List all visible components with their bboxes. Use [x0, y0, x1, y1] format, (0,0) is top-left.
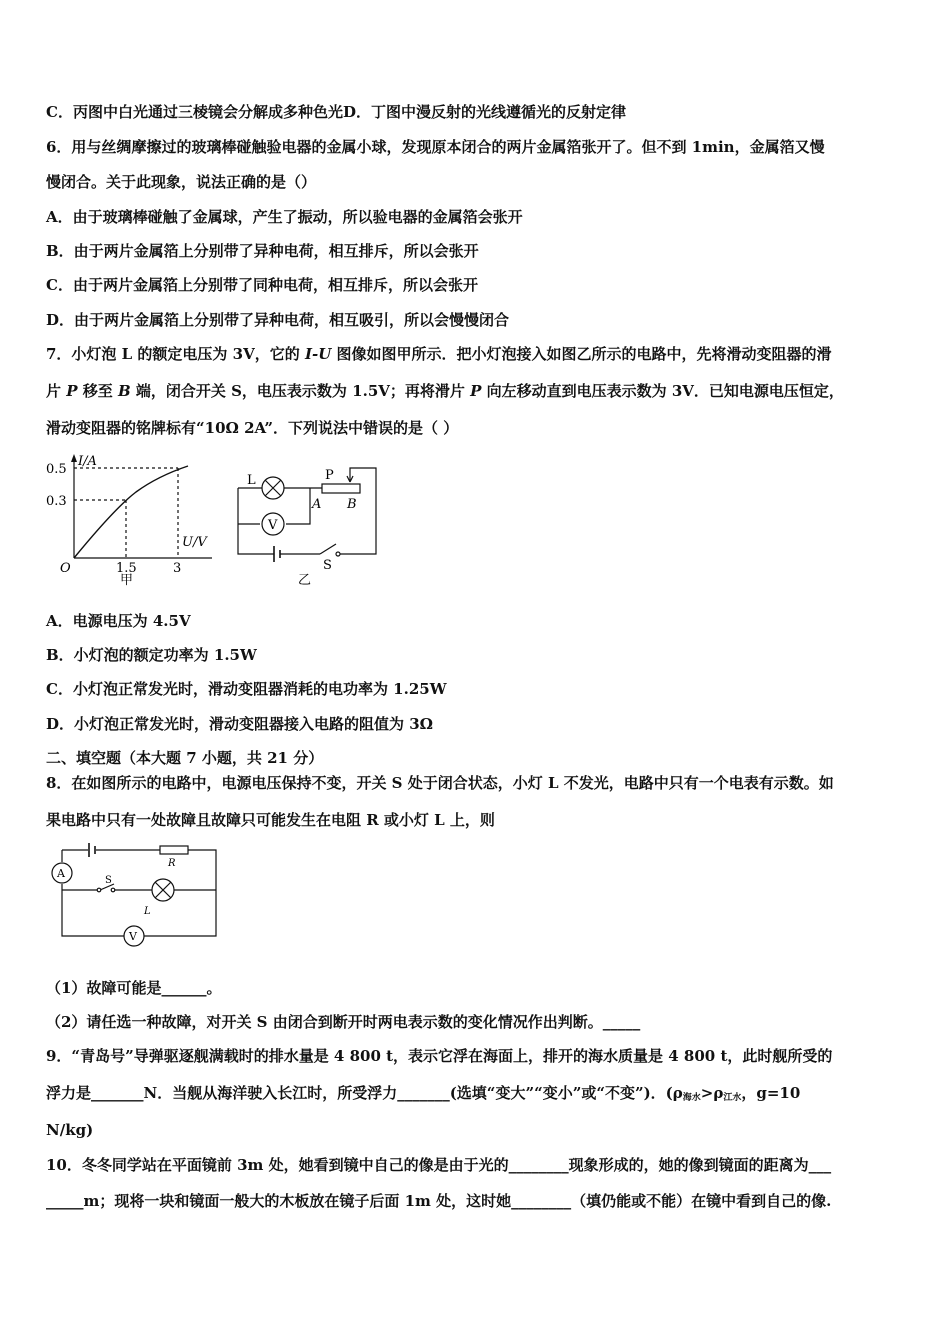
q7-option-d: D．小灯泡正常发光时，滑动变阻器接入电路的阻值为 3Ω — [46, 715, 434, 733]
end-b-label: B — [347, 497, 357, 512]
q7-stem-part: 7．小灯泡 L 的额定电压为 3V，它的 — [46, 345, 305, 363]
q9-part: 浮力是_______N．当舰从海洋驶入长江时，所受浮力_______(选填“变大”“变小”或“不变”)．(ρ — [46, 1084, 683, 1102]
q7-p-var: P — [66, 382, 78, 400]
q7-stem — [46, 344, 910, 364]
y-axis-label: I/A — [78, 454, 97, 469]
ammeter-label: A — [57, 867, 65, 880]
switch-label: S — [105, 875, 112, 886]
y-tick-label: 0.5 — [46, 462, 67, 477]
x-tick-label: 3 — [173, 561, 182, 576]
q7-part: 片 — [46, 382, 67, 400]
q7-option-a: A．电源电压为 4.5V — [46, 612, 191, 630]
q7-stem-part: 图像如图甲所示．把小灯泡接入如图乙所示的电路中，先将滑动变阻器的滑 — [331, 345, 832, 363]
x-axis-label: U/V — [182, 535, 207, 550]
iu-curve — [74, 466, 188, 558]
figure-caption: 乙 — [298, 573, 312, 588]
switch-icon — [320, 544, 336, 554]
q7-iu-label: I-U — [304, 345, 332, 363]
origin-label: O — [60, 561, 71, 576]
voltmeter-label: V — [268, 518, 278, 533]
resistor-icon — [160, 846, 188, 854]
battery-icon — [274, 546, 280, 562]
switch-label: S — [323, 558, 332, 573]
voltmeter-label: V — [129, 930, 137, 943]
q8-part2: （2）请任选一种故障，对开关 S 由闭合到断开时两电表示数的变化情况作出判断。_____ — [46, 1013, 641, 1031]
rheostat-icon — [322, 484, 360, 493]
figure-iu-graph — [40, 448, 215, 588]
q6-option-c: C．由于两片金属箔上分别带了同种电荷，相互排斥，所以会张开 — [46, 276, 478, 294]
lamp-cross — [265, 480, 281, 496]
q6-option-a: A．由于玻璃棒碰触了金属球，产生了振动，所以验电器的金属箔会张开 — [46, 208, 523, 226]
q9-part: ，g=10 — [741, 1084, 801, 1102]
q6-option-b: B．由于两片金属箔上分别带了异种电荷，相互排斥，所以会张开 — [46, 242, 479, 260]
section-heading: 二、填空题（本大题 7 小题，共 21 分） — [46, 749, 324, 767]
q6-stem: 6．用与丝绸摩擦过的玻璃棒碰触验电器的金属小球，发现原本闭合的两片金属箔张开了。但不到 1min，金属箔又慢 — [46, 138, 825, 156]
q9-stem-cont — [46, 1083, 910, 1108]
q7-stem-end: 滑动变阻器的铭牌标有“10Ω 2A”．下列说法中错误的是（ ） — [46, 419, 459, 437]
y-axis-arrow — [71, 454, 77, 462]
q7-p-var: P — [470, 382, 482, 400]
q9-part: >ρ — [700, 1084, 724, 1102]
lamp-cross — [155, 882, 171, 898]
circuit-wires — [62, 850, 216, 936]
lamp-label: L — [144, 906, 151, 917]
q9-sub-seawater: 海水 — [682, 1093, 701, 1103]
figure-circuit-q8 — [44, 838, 224, 950]
q6-stem-cont: 慢闭合。关于此现象，说法正确的是（） — [46, 173, 317, 191]
y-tick-label: 0.3 — [46, 494, 67, 509]
x-tick-label: 1.5 — [116, 561, 137, 576]
q10-stem-cont: _____m；现将一块和镜面一般大的木板放在镜子后面 1m 处，这时她________（填仍能或不能）在镜中看到自己的像. — [46, 1192, 832, 1210]
figure-caption: 甲 — [120, 573, 134, 588]
q9-stem-end: N/kg) — [46, 1121, 94, 1139]
slider-label: P — [325, 468, 334, 483]
end-a-label: A — [312, 497, 322, 512]
resistor-label: R — [168, 858, 176, 869]
q7-part: 端，闭合开关 S，电压表示数为 1.5V；再将滑片 — [130, 382, 471, 400]
figure-circuit-yi — [230, 458, 390, 588]
battery-icon — [89, 843, 95, 857]
q8-stem-cont: 果电路中只有一处故障且故障只可能发生在电阻 R 或小灯 L 上，则 — [46, 811, 495, 829]
q7-part: 向左移动直到电压表示数为 3V．已知电源电压恒定， — [481, 382, 844, 400]
q7-stem-cont — [46, 381, 910, 401]
q8-part1: （1）故障可能是______。 — [46, 979, 222, 997]
q9-sub-river: 江水 — [723, 1093, 742, 1103]
q7-option-b: B．小灯泡的额定功率为 1.5W — [46, 646, 257, 664]
q7-b-var: B — [117, 382, 131, 400]
q7-option-c: C．小灯泡正常发光时，滑动变阻器消耗的电功率为 1.25W — [46, 680, 447, 698]
lamp-label: L — [247, 473, 256, 488]
option-c-prev: C．丙图中白光通过三棱镜会分解成多种色光D．丁图中漫反射的光线遵循光的反射定律 — [46, 103, 626, 121]
q7-part: 移至 — [77, 382, 118, 400]
q8-stem: 8．在如图所示的电路中，电源电压保持不变，开关 S 处于闭合状态，小灯 L 不发光，电路中只有一个电表有示数。如 — [46, 774, 834, 792]
q9-stem: 9．“青岛号”导弹驱逐舰满载时的排水量是 4 800 t，表示它浮在海面上，排开的海水质量是 4 800 t，此时舰所受的 — [46, 1047, 833, 1065]
q10-stem: 10．冬冬同学站在平面镜前 3m 处，她看到镜中自己的像是由于光的________现象形成的，她的像到镜面的距离为___ — [46, 1156, 832, 1174]
q6-option-d: D．由于两片金属箔上分别带了异种电荷，相互吸引，所以会慢慢闭合 — [46, 311, 510, 329]
